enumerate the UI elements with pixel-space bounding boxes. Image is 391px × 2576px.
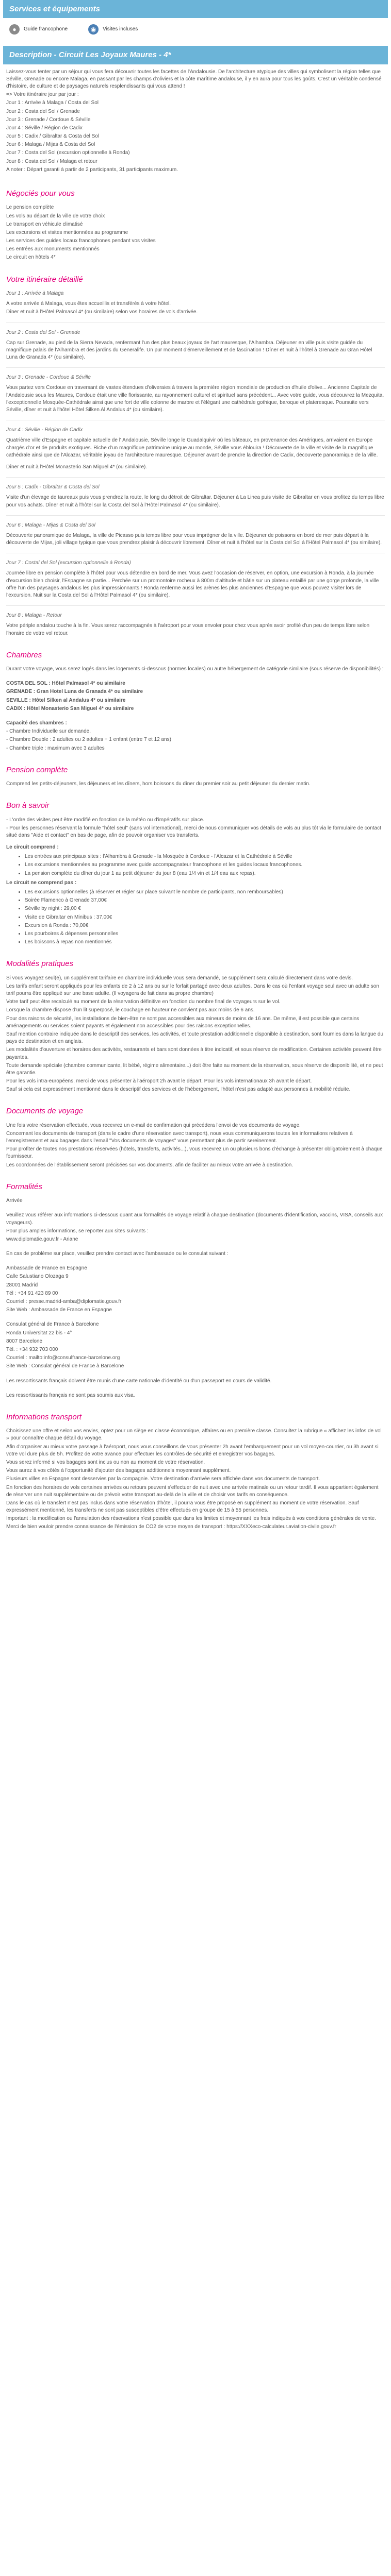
exclus-item: • Séville by night : 29,00 € [25, 905, 385, 912]
bonasavoir-p2: - Pour les personnes réservant la formule "hôtel seul" (sans vol international), merci de nous communiquer vos détails de vols au plus tôt via le formulaire de contact situé dans "Aide et contact" en bas de page, afin de pouvoir organiser vos transferts. [6, 825, 381, 838]
formalites-link[interactable]: Site Web : Ambassade de France en Espagne [6, 1307, 112, 1313]
modalites-title: Modalités pratiques [6, 959, 74, 969]
service-visits [88, 24, 138, 35]
program-item: Jour 8 : Costa del Sol / Malaga et retour [6, 158, 97, 164]
transport-paragraph: Afin d'organiser au mieux votre passage à l'aéroport, nous vous conseillons de vous présenter 2h avant l'embarquement pour un vol moyen-courrier, ou 3h avant si votre vol dure plus de 5h. Profitez de votre avance pour effectuer les contrôles de sécurité et enregistrer vos bagages. [6, 1444, 379, 1457]
program-item: Jour 3 : Grenade / Cordoue & Séville [6, 116, 91, 123]
pension-title: Pension complète [6, 765, 68, 774]
negocies-item: Le pension complète [6, 205, 54, 211]
exclus-item: • Excursion à Ronda : 70,00€ [25, 922, 385, 929]
chambres-title: Chambres [6, 650, 42, 659]
exclus-item: • Les boissons à repas non mentionnés [25, 939, 385, 946]
divider [6, 605, 385, 606]
service-visits-label: Visites incluses [103, 26, 138, 32]
day-text: Journée libre en pension complète à l'hôtel pour vous détendre en bord de mer. Vous avez l'occasion de réserver, en option, une excursion à Ronda, à la journée d'excursion bien choisir, l'Espagne sa partie... Perchée sur un promontoire rocheux à 800m d'altitude et bâtie sur un plateau entaillé par une gorge profonde, la ville offre l'un des paysages andalous les plus impressionnants ! Ronda renferme aussi les arènes les plus anciennes d'Espagne que vous pouvez visiter lors de l'excursion. Nuit sur la Costa del Sol à l'Hôtel Palmasol 4* (ou similaire). [6, 570, 379, 598]
day-text: Visite d'un élevage de taureaux puis vous prendrez la route, le long du détroit de Gibraltar. Déjeuner à La Linea puis visite de Gibraltar en vous profitez du temps libre pour vos achats. Dîner et nuit à l'hôtel sur la Costa del Sol à l'Hôtel Palmasol 4* (ou similaire). [6, 495, 384, 508]
inclus-item: • Les entrées aux principaux sites : l'Alhambra à Grenade - la Mosquée à Cordoue - l'Alcazar et la Cathédrale à Séville [25, 853, 385, 860]
program-item: Jour 7 : Costa del Sol (excursion optionnelle à Ronda) [6, 150, 130, 156]
description-banner: Description - Circuit Les Joyaux Maures - 4* [3, 46, 388, 64]
documents-paragraph: Les coordonnées de l'établissement seront précisées sur vos documents, afin de faciliter au mieux votre arrivée à destination. [6, 1162, 294, 1168]
formalites-line: Les ressortissants français ne sont pas soumis aux visa. [6, 1392, 135, 1398]
formalites-title: Formalités [6, 1182, 43, 1191]
day-label: Jour 5 : Cadix - Gibraltar & Costa del Sol [6, 484, 100, 490]
exclus-item: • Visite de Gibraltar en Minibus : 37,00€ [25, 914, 385, 921]
divider [6, 477, 385, 478]
service-guide-label: Guide francophone [24, 26, 68, 32]
day-text: Cap sur Grenade, au pied de la Sierra Nevada, renfermant l'un des plus beaux joyaux de l'art mauresque, l'Alhambra. Déjeuner en ville puis visite guidée du magnifique palais de l'Alhambra et des jardins du Generalife. Un pur moment d'émerveillement et de fascination ! Dîner et nuit à l'hôtel à Grenade au Gran Hôtel Luna de Granada 4* (ou similaire). [6, 340, 372, 361]
departure-note: A noter : Départ garanti à partir de 2 participants, 31 participants maximum. [6, 166, 178, 173]
documents-paragraph: Pour profiter de toutes nos prestations réservées (hôtels, transferts, activités...), vous recevrez un ou plusieurs bons d'échange à présenter obligatoirement à chaque fournisseur. [6, 1146, 383, 1160]
modalites-paragraph: Lorsque la chambre dispose d'un lit superposé, le couchage en hauteur ne convient pas aux moins de 6 ans. [6, 1007, 255, 1013]
modalites-paragraph: Sauf mention contraire indiquée dans le descriptif des services, les activités, et toute prestation additionnelle disponible à destination, sont fournies dans la langue du pays de destination et en anglais. [6, 1031, 384, 1045]
modalites-paragraph: Pour les vols intra-européens, merci de vous présenter à l'aéroport 2h avant le départ. Pour les vols internationaux 3h avant le départ. [6, 1078, 312, 1084]
day-label: Jour 1 : Arrivée à Malaga [6, 290, 64, 296]
program-item: Jour 1 : Arrivée à Malaga / Costa del Sol [6, 100, 99, 106]
negocies-item: Les entrées aux monuments mentionnés [6, 246, 100, 252]
modalites-paragraph: Votre tarif peut être recalculé au moment de la réservation définitive en fonction du nombre final de voyageurs sur le vol. [6, 999, 281, 1005]
formalites-line: Consulat général de France à Barcelone [6, 1321, 99, 1328]
formalites-sub: Arrivée [6, 1198, 23, 1204]
exclus-item: • Soirée Flamenco à Grenade 37,00€ [25, 897, 385, 904]
exclus-list [6, 889, 385, 946]
transport-paragraph: Choisissez une offre et selon vos envies, optez pour un siège en classe économique, affaires ou en première classe. Consultez la rubrique « affichez les infos de vol » pour connaître chaque détail du voyage. [6, 1428, 382, 1442]
program-item: Jour 4 : Séville / Région de Cadix [6, 125, 83, 131]
day-text: Vous partez vers Cordoue en traversant de vastes étendues d'oliveraies à travers la première région mondiale de production d'huile d'olive... Ancienne Capitale de l'Andalousie sous les Maures, Cordoue était une ville florissante, au rayonnement culturel et spirituel sans précédent... Avec votre guide, vous découvrez la Mezquita, l'exceptionnelle Mosquée-Cathédrale ainsi que une fort de ville colonne de marbre et l'élégant une cathédrale gothique, baroque et plateresque. Poursuite vers Séville, dîner et nuit à l'hôtel Hôtel Silken Al Andalus 4* (ou similaire). [6, 385, 384, 413]
hotel-line: CADIX : Hôtel Monasterio San Miguel 4* ou similaire [6, 705, 134, 711]
hotel-line: GRENADE : Gran Hotel Luna de Granada 4* ou similaire [6, 689, 143, 695]
itineraire-title: Votre itinéraire détaillé [6, 275, 83, 284]
negocies-title: Négociés pour vous [6, 189, 75, 198]
transport-paragraph: Dans le cas où le transfert n'est pas inclus dans votre réservation d'hôtel, il pourra vous être proposé en supplément au moment de votre réservation. Sauf expressément mentionné, les transferts ne sont pas susceptibles d'être effectués en groupe de 15 à 55 personnes. [6, 1500, 359, 1514]
capacity-line: - Chambre triple : maximum avec 3 adultes [6, 745, 105, 751]
formalites-line: Ambassade de France en Espagne [6, 1265, 87, 1272]
negocies-item: Les vols au départ de la ville de votre choix [6, 213, 105, 219]
day-text: Découverte panoramique de Malaga, la ville de Picasso puis temps libre pour vous imprégner de la ville. Déjeuner de poissons en bord de mer puis départ à la découverte de Mijas, joli village typique que vous prendrez plaisir à découvrir librement. Dîner et nuit à l'hôtel sur la Costa del Sol à l'Hôtel Palmasol 4* (ou similaire). [6, 532, 382, 546]
transport-paragraph: En fonction des horaires de vols certaines arrivées ou retours peuvent s'effectuer de nuit avec une arrivée matinale ou un retour tardif. Il vous appartient également de réserver une nuit supplémentaire ou de prévoir votre transport au-delà de la ville et de choisir vos tarifs en conséquence. [6, 1484, 379, 1498]
negocies-item: Le circuit en hôtels 4* [6, 255, 56, 261]
formalites-line: Pour plus amples informations, se reporter aux sites suivants : [6, 1228, 149, 1234]
formalites-line: 28001 Madrid [6, 1282, 38, 1288]
hotel-line: SEVILLE : Hôtel Silken al Andalus 4* ou similaire [6, 697, 126, 703]
formalites-line: Les ressortissants français doivent être munis d'une carte nationale d'identité ou d'un passeport en cours de validité. [6, 1378, 272, 1384]
negocies-item: Les excursions et visites mentionnées au programme [6, 229, 128, 235]
capacity-line: - Chambre Individuelle sur demande. [6, 728, 91, 735]
transport-paragraph: Vous serez informé si vos bagages sont inclus ou non au moment de votre réservation. [6, 1459, 205, 1465]
day-dinner: Dîner et nuit à l'Hôtel Palmasol 4* (ou similaire) selon vos horaires de vols d'arrivée. [6, 309, 198, 315]
formalites-link[interactable]: Site Web : Consulat général de France à Barcelone [6, 1363, 124, 1369]
camera-icon: ◉ [88, 24, 99, 35]
divider [6, 515, 385, 516]
day-label: Jour 6 : Malaga - Mijas & Costa del Sol [6, 522, 95, 528]
chambres-intro: Durant votre voyage, vous serez logés dans les logements ci-dessous (normes locales) ou autre hébergement de catégorie similaire (sous réserve de disponibilités) : [6, 666, 384, 672]
negocies-item: Le transport en véhicule climatisé [6, 221, 83, 227]
hotel-line: COSTA DEL SOL : Hôtel Palmasol 4* ou similaire [6, 681, 125, 687]
documents-paragraph: Concernant les documents de transport (dans le cadre d'une réservation avec transport), nous vous communiquerons toutes les informations relatives à l'enregistrement et aux bagages dans l'email "Vos documents de voyages" vous permettant plus de partir sereinement. [6, 1130, 353, 1144]
modalites-paragraph: Si vous voyagez seul(e), un supplément tarifaire en chambre individuelle vous sera demandé, ce supplément sera calculé directement dans votre devis. [6, 975, 353, 981]
transport-paragraph: Plusieurs villes en Espagne sont desservies par la compagnie. Votre destination d'arrivée sera affichée dans vos documents de transport. [6, 1476, 320, 1482]
day-label: Jour 7 : Costal del Sol (excursion optionnelle à Ronda) [6, 560, 131, 566]
formalites-link[interactable]: Courriel : mailto:info@consulfrance-barcelone.org [6, 1355, 120, 1361]
service-guide [9, 24, 68, 35]
formalites-line: En cas de problème sur place, veuillez prendre contact avec l'ambassade ou le consulat suivant : [6, 1251, 229, 1257]
documents-title: Documents de voyage [6, 1107, 84, 1116]
bonasavoir-p1: - L'ordre des visites peut être modifié en fonction de la météo ou d'impératifs sur place. [6, 817, 205, 823]
transport-link[interactable]: Merci de bien vouloir prendre connaissance de l'émission de CO2 de votre moyen de transport : https://XXXeco-calculateur.aviation-civile.gouv.fr [6, 1524, 336, 1530]
modalites-paragraph: Pour des raisons de sécurité, les installations de bien-être ne sont pas accessibles aux mineurs de moins de 16 ans. De même, il est possible que certains aménagements ou services soient payants et également non accessibles pour des raisons exceptionnelles. [6, 1015, 360, 1029]
day-label: Jour 3 : Grenade - Cordoue & Séville [6, 375, 91, 381]
inclus-item: • La pension complète du dîner du jour 1 au petit déjeuner du jour 8 (eau 1/4 vin et 1/4 eau aux repas). [25, 870, 385, 877]
day-label: Jour 4 : Séville - Région de Cadix [6, 427, 83, 433]
inclus-item: • Les excursions mentionnées au programme avec guide accompagnateur francophone et les guides locaux francophones. [25, 861, 385, 869]
day-label: Jour 8 : Malaga - Retour [6, 613, 62, 619]
inclus-title: Le circuit comprend : [6, 844, 59, 851]
formalites-line: 8007 Barcelone [6, 1338, 43, 1344]
transport-paragraph: Important : la modification ou l'annulation des réservations n'est possible que dans les limites et moyennant les frais indiqués à vos conditions générales de vente. [6, 1516, 377, 1522]
exclus-item: • Les excursions optionnelles (à réserver et régler sur place suivant le nombre de participants, non remboursables) [25, 889, 385, 896]
divider [6, 367, 385, 368]
modalites-paragraph: Sauf si cela est expressément mentionné dans le descriptif des services et de l'hébergement, l'hôtel n'est pas adapté aux personnes à mobilité réduite. [6, 1087, 351, 1093]
day-text: Votre périple andalou touche à la fin. Vous serez raccompagnés à l'aéroport pour vous envoler pour chez vous après avoir profité d'un peu de temps libre selon l'horaire de votre vol retour. [6, 623, 370, 636]
program-item: Jour 5 : Cadix / Gibraltar & Costa del Sol [6, 133, 100, 140]
negocies-item: Les services des guides locaux francophones pendant vos visites [6, 238, 156, 244]
exclus-title: Le circuit ne comprend pas : [6, 879, 77, 886]
capacity-line: - Chambre Double : 2 adultes ou 2 adultes + 1 enfant (entre 7 et 12 ans) [6, 737, 171, 743]
day-text: Quatrième ville d'Espagne et capitale actuelle de l' Andalousie, Séville longe le Guadalquivir où les bâteaux, en provenance des Amériques, arrivaient en Europe chargés d'or et de produits exotiques. Riche d'un magnifique patrimoine unique au monde, Séville vous éblouira ! Découverte de la ville et visite de la magnifique cathédrale ainsi que de l'Alcazar, véritable joyau de l'architecture mauresque. Déjeuner avant de prendre la direction de Cadix, découverte panoramique de la ville. [6, 437, 378, 458]
guide-icon: ● [9, 24, 20, 35]
services-row [0, 18, 391, 46]
day-text: A votre arrivée à Malaga, vous êtes accueillis et transférés à votre hôtel. [6, 301, 171, 307]
day-dinner: Dîner et nuit à l'Hôtel Monasterio San Miguel 4* (ou similaire). [6, 464, 148, 470]
program-header: => Votre itinéraire jour par jour : [6, 92, 79, 98]
main-content [0, 64, 391, 1531]
services-banner: Services et équipements [3, 0, 388, 18]
formalites-link[interactable]: Courriel : presse.madrid-amba@diplomatie.gouv.fr [6, 1299, 122, 1305]
modalites-paragraph: Toute demande spéciale (chambre communicante, lit bébé, régime alimentaire...) doit être faite au moment de la réservation, sous réserve de disponibilité, et ne peut être garantie. [6, 1062, 383, 1076]
pension-text: Comprend les petits-déjeuners, les déjeuners et les dîners, hors boissons du dîner du premier soir au petit déjeuner du dernier matin. [6, 781, 311, 787]
description-intro: Laissez-vous tenter par un séjour qui vous fera découvrir toutes les facettes de l'Andalousie. De l'architecture atypique des villes qui symbolisent la région telles que Séville, Grenade ou encore Malaga, en passant par les champs d'oliviers et la côte marítime andalouse, il y en aura pour tous les goûts. C'est un véritable condensé d'histoire, de culture et de paysages naturels resplendissants qui vous attend ! [6, 69, 382, 89]
program-item: Jour 2 : Costa del Sol / Grenade [6, 108, 80, 114]
modalites-paragraph: Les tarifs enfant seront appliqués pour les enfants de 2 à 12 ans ou sur le forfait partagé avec deux adultes. Dans le cas où l'enfant voyage seul avec un adulte son tarif pourra être appliqué sur une base adulte. (Il voyagera de fait dans sa propre chambre) [6, 983, 379, 996]
bonasavoir-title: Bon à savoir [6, 801, 50, 810]
exclus-item: • Les pourboires & dépenses personnelles [25, 930, 385, 938]
formalites-line: Tél. : +34 932 703 000 [6, 1346, 58, 1352]
formalites-link[interactable]: www.diplomatie.gouv.fr - Ariane [6, 1236, 78, 1242]
formalites-line: Ronda Universitat 22 bis - 4° [6, 1330, 72, 1336]
inclus-list [6, 853, 385, 877]
transport-title: Informations transport [6, 1412, 82, 1421]
transport-paragraph: Vous aurez à vos côtés à l'opportunité d'ajouter des bagages additionnels moyennant supplément. [6, 1468, 231, 1474]
formalites-line: Veuillez vous référer aux informations ci-dessous quant aux formalités de voyage relatif à chaque destination (documents d'identification, vaccins, VISA, conseils aux voyageurs). [6, 1212, 383, 1226]
formalites-line: Tél : +34 91 423 89 00 [6, 1290, 58, 1296]
day-label: Jour 2 : Costa del Sol - Grenade [6, 329, 80, 335]
formalites-line: Calle Salustiano Olozaga 9 [6, 1274, 69, 1280]
documents-paragraph: Une fois votre réservation effectuée, vous recevrez un e-mail de confirmation qui précédera l'envoi de vos documents de voyage. [6, 1122, 301, 1128]
modalites-paragraph: Les modalités d'ouverture et horaires des activités, restaurants et bars sont données à titre indicatif, et sous réserve de modification. Certaines activités peuvent être payantes. [6, 1047, 382, 1060]
program-item: Jour 6 : Malaga / Mijas & Costa del Sol [6, 142, 95, 148]
capacity-title: Capacité des chambres : [6, 720, 67, 726]
